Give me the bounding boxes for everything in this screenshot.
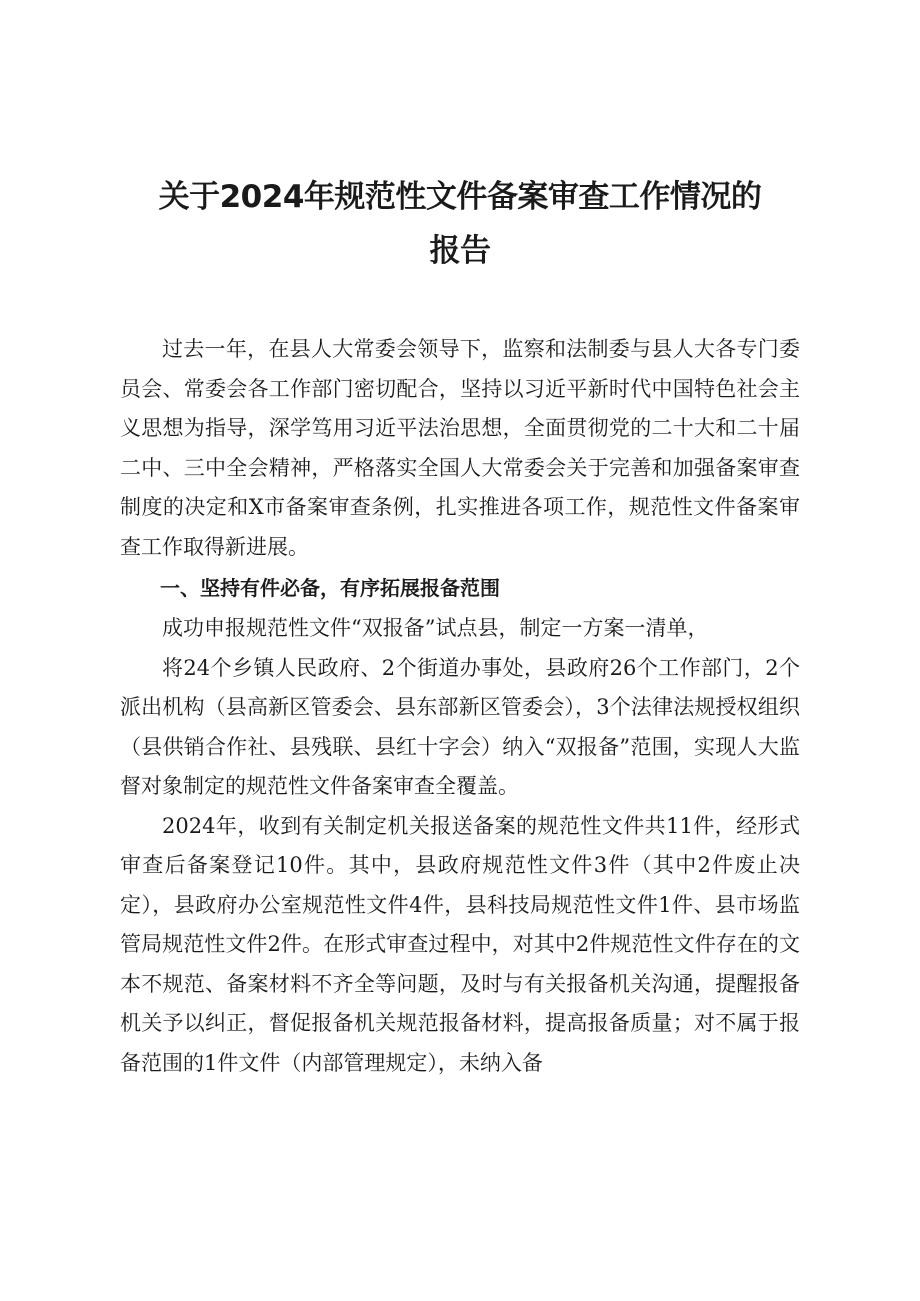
title-line-1: 关于2024年规范性文件备案审查工作情况的 [158,179,762,215]
paragraph-intro: 过去一年，在县人大常委会领导下，监察和法制委与县人大各专门委员会、常委会各工作部门密切配合，坚持以习近平新时代中国特色社会主义思想为指导，深学笃用习近平法治思想，全面贯彻党的二十大和二十届二中、三中全会精神，严格落实全国人大常委会关于完善和加强备案审查制度的决定和X市备案审查条例，扎实推进各项工作，规范性文件备案审查工作取得新进展。 [120,337,800,559]
section-heading-1: 一、坚持有件必备，有序拓展报备范围 [160,576,500,600]
document-title [120,170,800,278]
document-body [120,330,800,1083]
paragraph-filing-scope: 将24个乡镇人民政府、2个街道办事处，县政府26个工作部门，2个派出机构（县高新区管委会、县东部新区管委会），3个法律法规授权组织（县供销合作社、县残联、县红十字会）纳入“双报备”范围，实现人大监督对象制定的规范性文件备案审查全覆盖。 [120,655,800,798]
title-line-2: 报告 [429,233,491,269]
paragraph-2024-statistics: 2024年，收到有关制定机关报送备案的规范性文件共11件，经形式审查后备案登记10件。其中，县政府规范性文件3件（其中2件废止决定），县政府办公室规范性文件4件，县科技局规范性文件1件、县市场监管局规范性文件2件。在形式审查过程中，对其中2件规范性文件存在的文本不规范、备案材料不齐全等问题，及时与有关报备机关沟通，提醒报备机关予以纠正，督促报备机关规范报备材料，提高报备质量；对不属于报备范围的1件文件（内部管理规定），未纳入备 [120,813,800,1075]
paragraph-double-filing: 成功申报规范性文件“双报备”试点县，制定一方案一清单， [162,616,709,640]
